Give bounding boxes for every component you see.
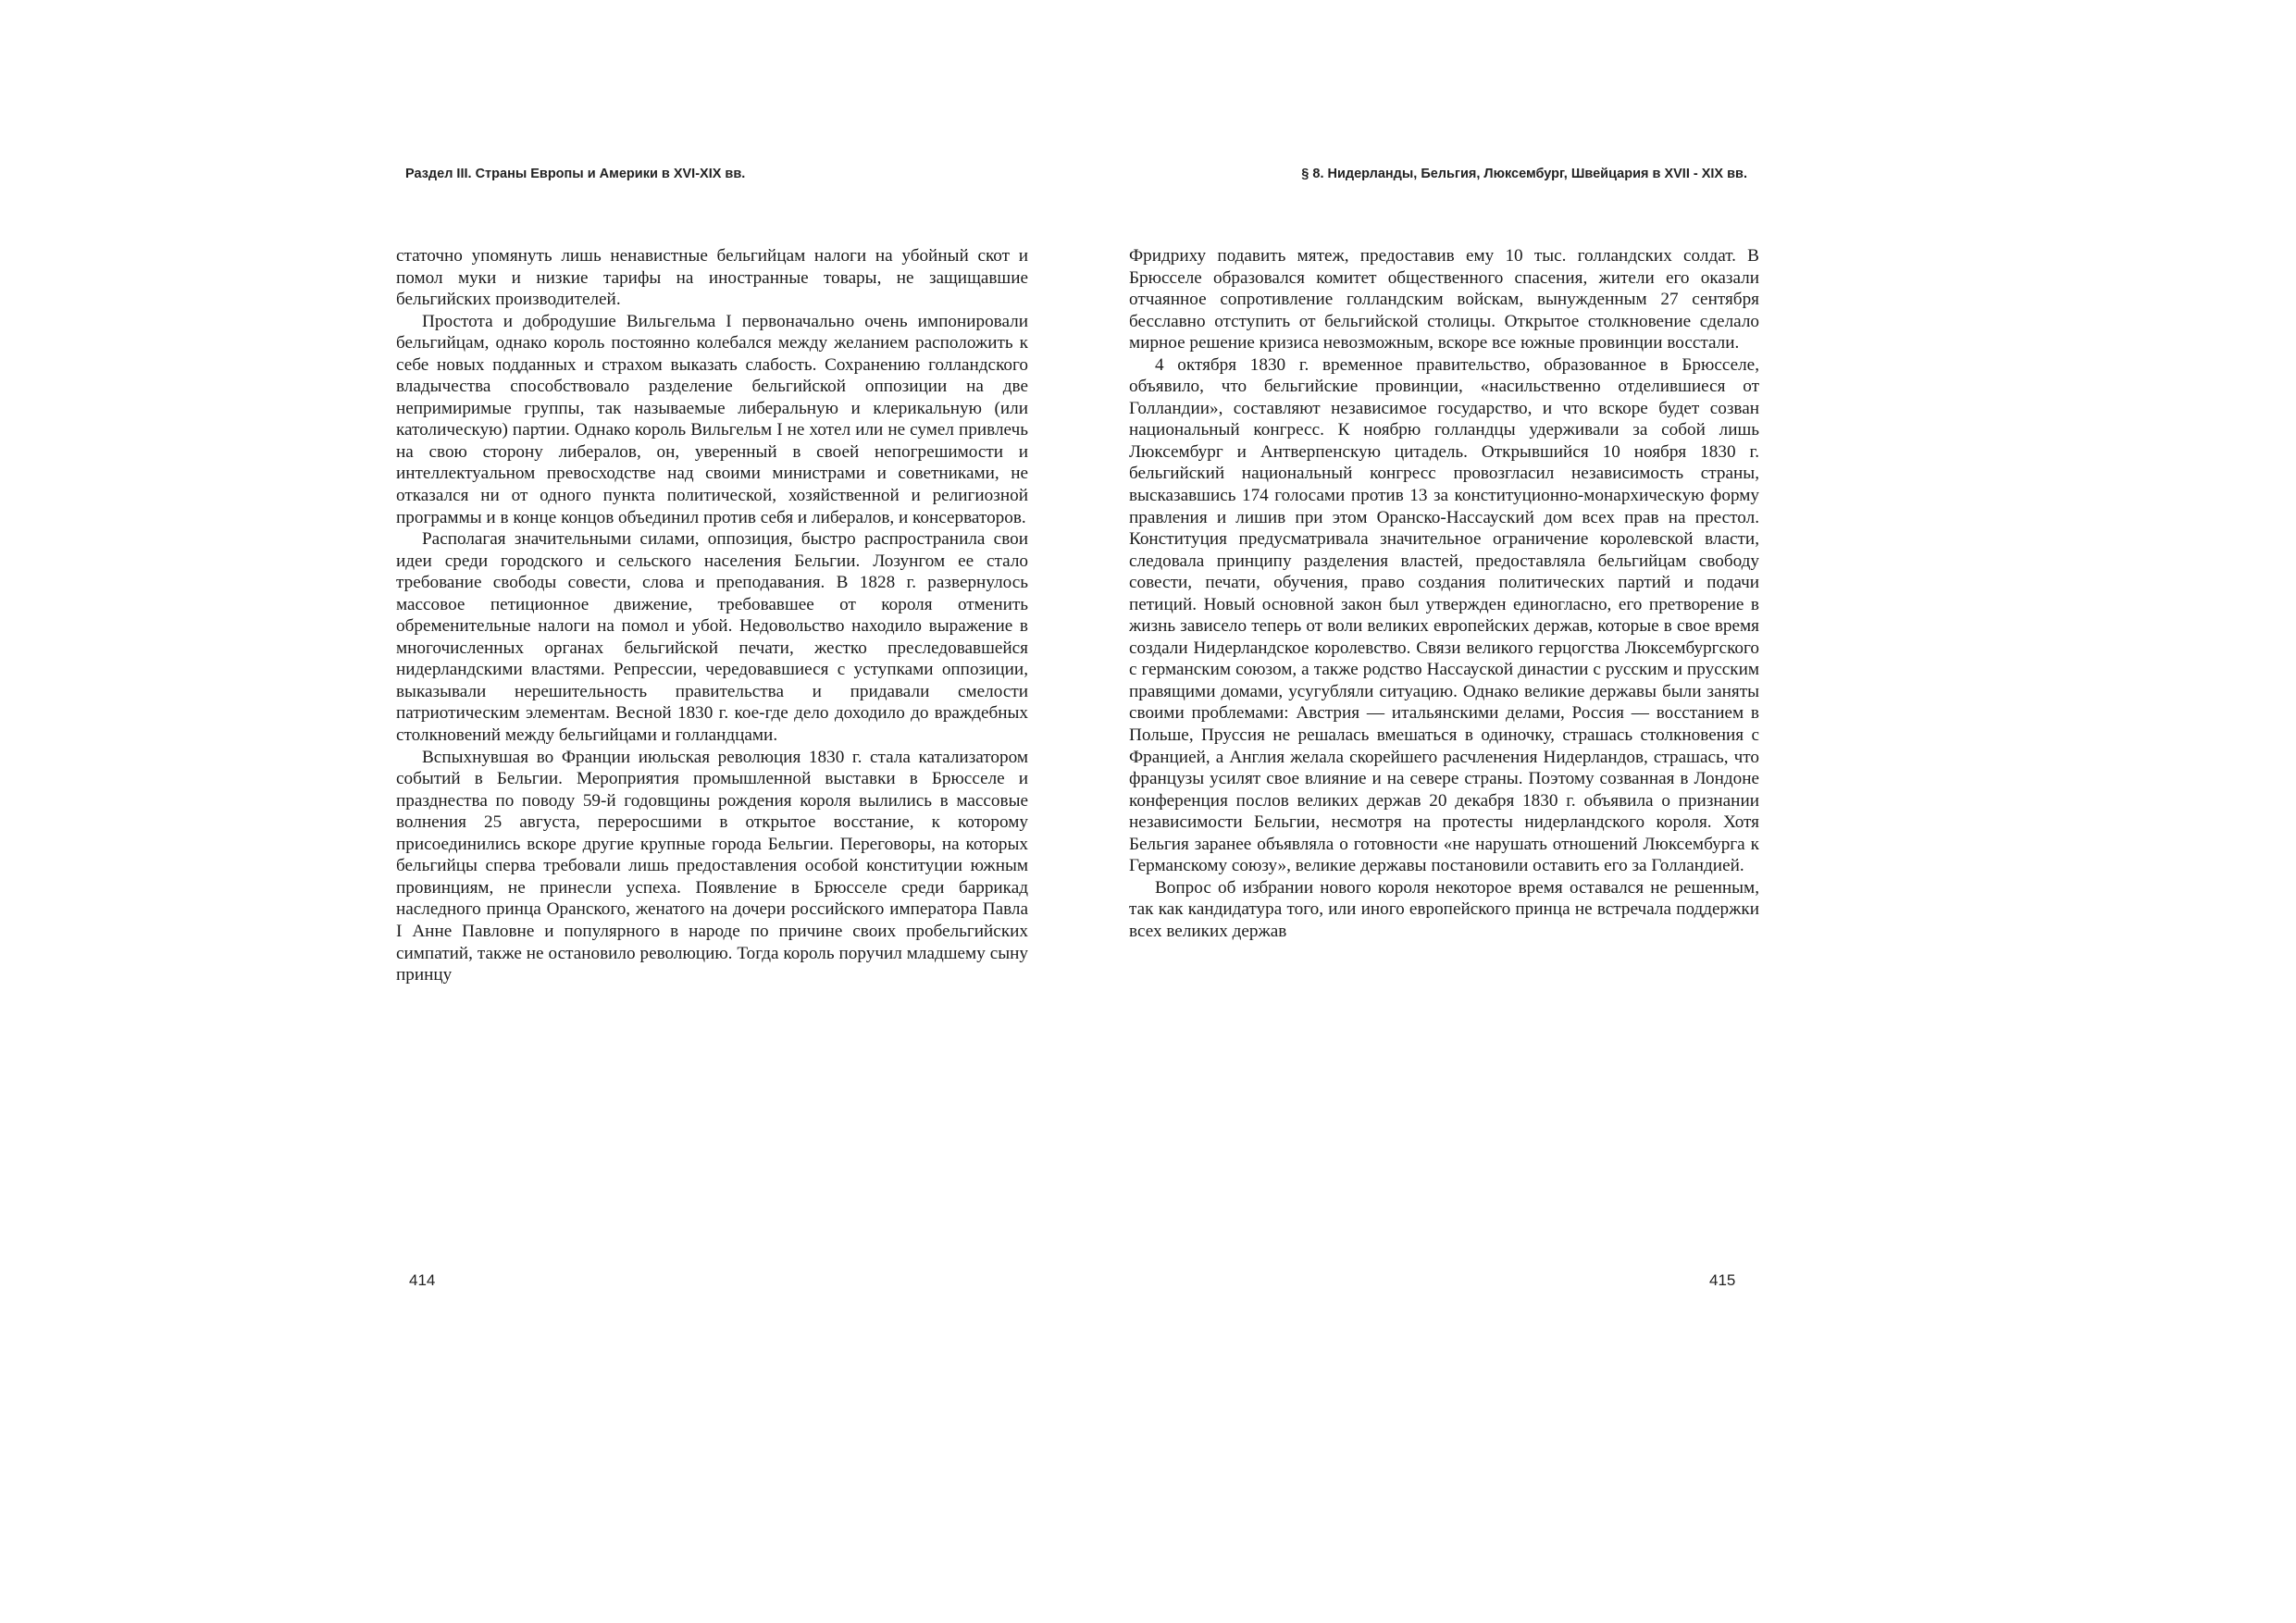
paragraph: Фридриху подавить мятеж, предоставив ему 10 тыс. голландских солдат. В Брюсселе образовался комитет общественного спасения, жители его оказали отчаянное сопротивление голландским войскам, вынужденным 27 сентября бесславно отступить от бельгийской столицы. Открытое столкновение сделало мирное решение кризиса невозможным, вскоре все южные провинции восстали. xyxy=(1129,246,1759,353)
paragraph: Вспыхнувшая во Франции июльская революция 1830 г. стала катализатором событий в Бельгии. Мероприятия промышленной выставки в Брюсселе и празднества по поводу 59-й годовщины рождения короля вылились в массовые волнения 25 августа, переросшими в открытое восстание, к которому присоединились вскоре другие крупные города Бельгии. Переговоры, на которых бельгийцы сперва требовали лишь предоставления особой конституции южным провинциям, не принесли успеха. Появление в Брюсселе среди баррикад наследного принца Оранского, женатого на дочери российского императора Павла I Анне Павловне и популярного в народе по причине своих пробельгийских симпатий, также не остановило революцию. Тогда король поручил младшему сыну принцу xyxy=(396,747,1028,985)
left-page-text-column xyxy=(396,245,1028,986)
paragraph: Простота и добродушие Вильгельма I первоначально очень импонировали бельгийцам, однако король постоянно колебался между желанием расположить к себе новых подданных и страхом выказать слабость. Сохранению голландского владычества способствовало разделение бельгийской оппозиции на две непримиримые группы, так называемые либеральную и клерикальную (или католическую) партии. Однако король Вильгельм I не хотел или не сумел привлечь на свою сторону либералов, он, уверенный в своей непогрешимости и интеллектуальном превосходстве над своими министрами и советниками, не отказался ни от одного пункта политической, хозяйственной и религиозной программы и в конце концов объединил против себя и либералов, и консерваторов. xyxy=(396,311,1028,527)
running-head-right: § 8. Нидерланды, Бельгия, Люксембург, Швейцария в XVII - XIX вв. xyxy=(1301,167,1747,181)
paragraph: 4 октября 1830 г. временное правительство, образованное в Брюсселе, объявило, что бельгийские провинции, «насильственно отделившиеся от Голландии», составляют независимое государство, и что вскоре будет созван национальный конгресс. К ноябрю голландцы удерживали за собой лишь Люксембург и Антверпенскую цитадель. Открывшийся 10 ноября 1830 г. бельгийский национальный конгресс провозгласил независимость страны, высказавшись 174 голосами против 13 за конституционно-монархическую форму правления и лишив при этом Оранско-Нассауский дом всех прав на престол. Конституция предусматривала значительное ограничение королевской власти, следовала принципу разделения властей, предоставляла бельгийцам свободу совести, печати, обучения, право создания политических партий и подачи петиций. Новый основной закон был утвержден единогласно, его претворение в жизнь зависело теперь от воли великих европейских держав, которые в свое время создали Нидерландское королевство. Связи великого герцогства Люксембургского с германским союзом, а также родство Нассауской династии с русским и прусским правящими домами, усугубляли ситуацию. Однако великие державы были заняты своими проблемами: Австрия — итальянскими делами, Россия — восстанием в Польше, Пруссия не решалась вмешаться в одиночку, страшась столкновения с Францией, а Англия желала скорейшего расчленения Нидерландов, страшась, что французы усилят свое влияние и на севере страны. Поэтому созванная в Лондоне конференция послов великих держав 20 декабря 1830 г. объявила о признании независимости Бельгии, несмотря на протесты нидерландского короля. Хотя Бельгия заранее объявляла о готовности «не нарушать отношений Люксембурга к Германскому союзу», великие державы постановили оставить его за Голландией. xyxy=(1129,354,1759,876)
paragraph: статочно упомянуть лишь ненавистные бельгийцам налоги на убойный скот и помол муки и низкие тарифы на иностранные товары, не защищавшие бельгийских производителей. xyxy=(396,246,1028,310)
paragraph: Вопрос об избрании нового короля некоторое время оставался не решенным, так как кандидатура того, или иного европейского принца не встречала поддержки всех великих держав xyxy=(1129,877,1759,941)
running-head-left: Раздел III. Страны Европы и Америки в XVI-XIX вв. xyxy=(405,167,746,181)
paragraph: Располагая значительными силами, оппозиция, быстро распространила свои идеи среди городского и сельского населения Бельгии. Лозунгом ее стало требование свободы совести, слова и преподавания. В 1828 г. развернулось массовое петиционное движение, требовавшее от короля отменить обременительные налоги на помол и убой. Недовольство находило выражение в многочисленных органах бельгийской печати, жестко преследовавшейся нидерландскими властями. Репрессии, чередовавшиеся с уступками оппозиции, выказывали нерешительность правительства и придавали смелости патриотическим элементам. Весной 1830 г. кое-где дело доходило до враждебных столкновений между бельгийцами и голландцами. xyxy=(396,529,1028,746)
page-number-right: 415 xyxy=(1709,1271,1736,1289)
right-page-text-column xyxy=(1129,245,1759,943)
page-number-left: 414 xyxy=(409,1271,436,1289)
